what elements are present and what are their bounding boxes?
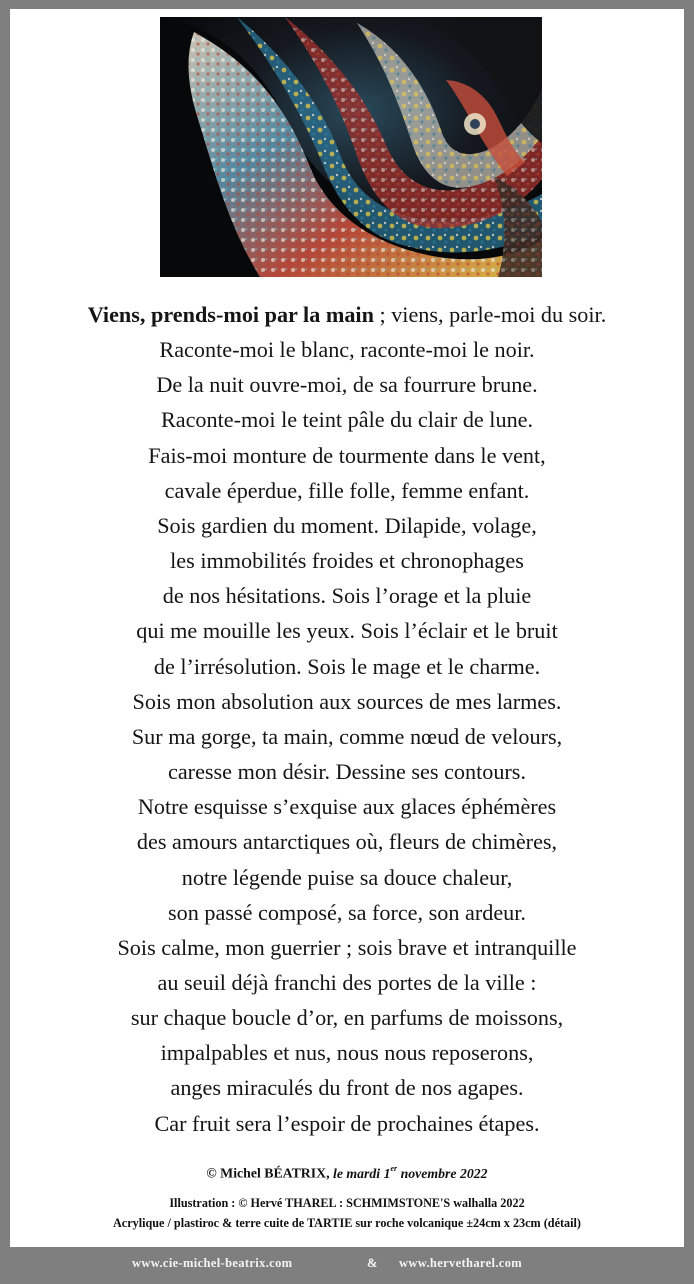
date-after-superscript: novembre 2022 — [397, 1165, 488, 1181]
poem-line-4: Raconte-moi le teint pâle du clair de lune. — [160, 407, 534, 433]
poem-line-6: cavale éperdue, fille folle, femme enfant. — [164, 477, 530, 503]
artwork-technique-credit: Acrylique / plastiroc & terre cuite de TARTIE sur roche volcanique ±24cm x 23cm (détail) — [113, 1216, 581, 1230]
poem-first-line-emphasis: Viens, prends-moi par la main — [87, 302, 374, 327]
date-ordinal-superscript: er — [390, 1164, 398, 1173]
poem-line-8: les immobilités froides et chronophages — [170, 548, 524, 574]
copyright-date-line — [10, 1165, 684, 1182]
illustration-credit: Illustration : © Hervé THAREL : SCHMIMSTONE'S walhalla 2022 — [169, 1196, 525, 1210]
poem-text — [10, 297, 684, 1141]
poem-line-10: qui me mouille les yeux. Sois l’éclair et le bruit — [136, 618, 558, 644]
poem-line-18: son passé composé, sa force, son ardeur. — [168, 899, 526, 925]
poem-first-line — [10, 297, 684, 332]
cie-michel-beatrix-website-link[interactable]: www.cie-michel-beatrix.com — [132, 1256, 293, 1270]
copyright-author: © Michel BÉATRIX, — [206, 1165, 330, 1181]
poem-line-15: Notre esquisse s’exquise aux glaces éphémères — [137, 794, 557, 820]
poem-line-22: impalpables et nus, nous nous reposerons, — [160, 1040, 534, 1066]
poem-line-14: caresse mon désir. Dessine ses contours. — [167, 759, 526, 785]
poem-line-21: sur chaque boucle d’or, en parfums de moissons, — [130, 1005, 564, 1031]
mosaic-artwork-icon — [160, 17, 542, 277]
mosaic-artwork-image — [160, 17, 542, 277]
poem-line-7: Sois gardien du moment. Dilapide, volage, — [157, 512, 537, 538]
date-before-superscript: le mardi 1 — [329, 1165, 391, 1181]
poem-line-13: Sur ma gorge, ta main, comme nœud de velours, — [131, 723, 563, 749]
poem-line-16: des amours antarctiques où, fleurs de chimères, — [136, 829, 558, 855]
poem-first-line-rest: ; viens, parle-moi du soir. — [373, 302, 607, 327]
poem-line-20: au seuil déjà franchi des portes de la ville : — [157, 969, 537, 995]
herve-tharel-website-link[interactable]: www.hervetharel.com — [399, 1256, 523, 1270]
poem-line-11: de l’irrésolution. Sois le mage et le charme. — [153, 653, 541, 679]
poem-line-3: De la nuit ouvre-moi, de sa fourrure brune. — [156, 372, 538, 398]
poem-line-17: notre légende puise sa douce chaleur, — [181, 864, 513, 890]
poem-line-23: anges miraculés du front de nos agapes. — [170, 1075, 524, 1101]
poem-date — [330, 1166, 488, 1181]
poem-line-5: Fais-moi monture de tourmente dans le vent, — [148, 442, 546, 468]
website-footer — [0, 1247, 694, 1284]
poem-line-2: Raconte-moi le blanc, raconte-moi le noir. — [159, 337, 535, 363]
poem-line-12: Sois mon absolution aux sources de mes larmes. — [132, 688, 562, 714]
poem-line-24: Car fruit sera l’espoir de prochaines étapes. — [154, 1110, 540, 1136]
footer-separator: & — [367, 1256, 378, 1270]
poem-line-19: Sois calme, mon guerrier ; sois brave et intranquille — [117, 934, 577, 960]
poem-line-9: de nos hésitations. Sois l’orage et la pluie — [162, 583, 532, 609]
poem-card — [10, 9, 684, 1247]
